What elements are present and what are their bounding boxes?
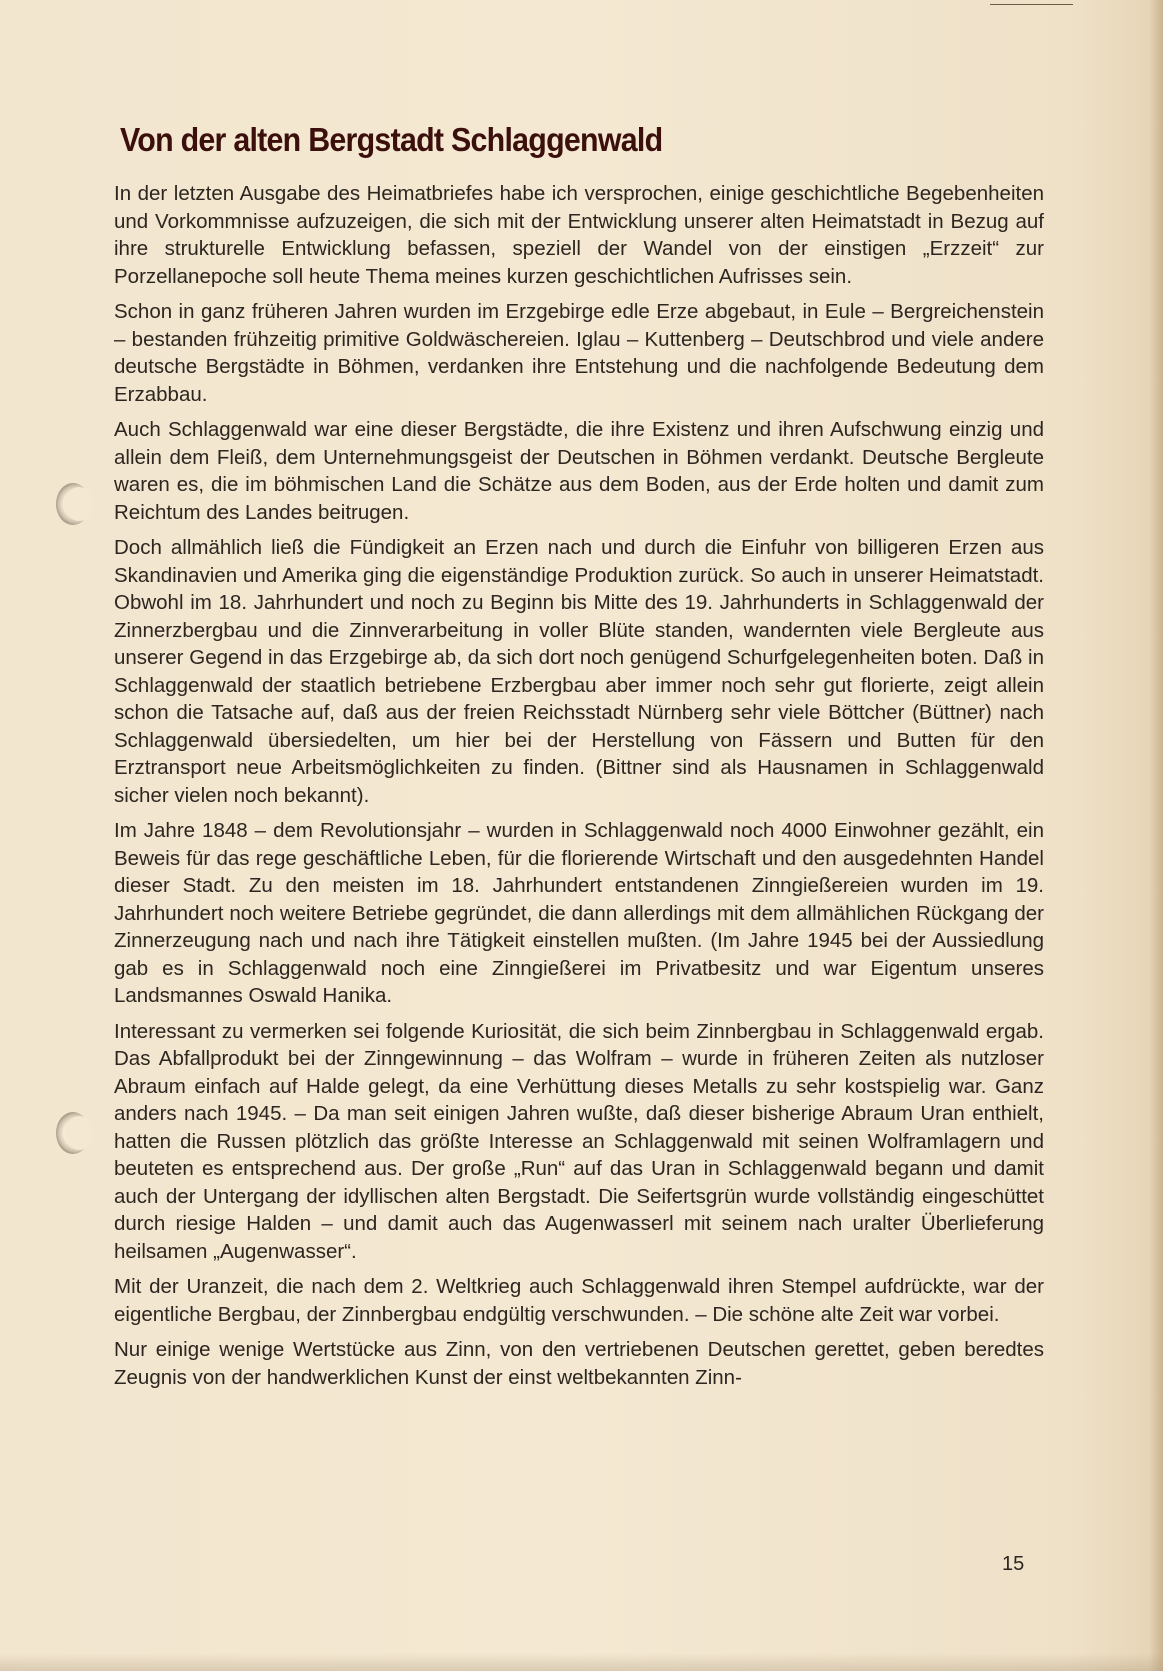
- paragraph: Nur einige wenige Wertstücke aus Zinn, von den vertriebenen Deutschen gerettet, geben beredtes Zeugnis von der handwerklichen Kunst der einst weltbekannten Zinn-: [114, 1338, 1044, 1389]
- paragraph: In der letzten Ausgabe des Heimatbriefes habe ich versprochen, einige geschichtliche Begebenheiten und Vorkommnisse aufzuzeigen, die sich mit der Entwicklung unserer alten Heimatstadt in Bezug auf ihre strukturelle Entwicklung befassen, speziell der Wandel von der einstigen „Erzzeit“ zur Porzellanepoche soll heute Thema meines kurzen geschichtlichen Aufrisses sein.: [114, 182, 1044, 288]
- punch-hole: [56, 1112, 90, 1154]
- top-rule: [990, 4, 1073, 5]
- article-body: [114, 180, 1044, 1399]
- paragraph: Mit der Uranzeit, die nach dem 2. Weltkrieg auch Schlaggenwald ihren Stempel aufdrückte, war der eigentliche Bergbau, der Zinnbergbau endgültig verschwunden. – Die schöne alte Zeit war vorbei.: [114, 1275, 1044, 1326]
- paragraph: Interessant zu vermerken sei folgende Kuriosität, die sich beim Zinnbergbau in Schlaggenwald ergab. Das Abfallprodukt bei der Zinngewinnung – das Wolfram – wurde in früheren Zeiten als nutzloser Abraum einfach auf Halde gelegt, da eine Verhüttung dieses Metalls zu sehr kostspielig war. Ganz anders nach 1945. – Da man seit einigen Jahren wußte, daß dieser bisherige Abraum Uran enthielt, hatten die Russen plötzlich das größte Interesse an Schlaggenwald mit seinen Wolframlagern und beuteten es entsprechend aus. Der große „Run“ auf das Uran in Schlaggenwald begann und damit auch der Untergang der idyllischen alten Bergstadt. Die Seifertsgrün wurde vollständig eingeschüttet durch riesige Halden – und damit auch das Augenwasserl mit seinem nach uralter Überlieferung heilsamen „Augenwasser“.: [114, 1019, 1044, 1263]
- page-edge-shadow: [1149, 0, 1163, 1671]
- paragraph: Im Jahre 1848 – dem Revolutionsjahr – wurden in Schlaggenwald noch 4000 Einwohner gezählt, ein Beweis für das rege geschäftliche Leben, für die florierende Wirtschaft und den ausgedehnten Handel dieser Stadt. Zu den meisten im 18. Jahrhundert entstandenen Zinngießereien wurden im 19. Jahrhundert noch weitere Betriebe gegründet, die dann allerdings mit dem allmählichen Rückgang der Zinnerzeugung nach und nach ihre Tätigkeit einstellen mußten. (Im Jahre 1945 bei der Aussiedlung gab es in Schlaggenwald noch eine Zinngießerei im Privatbesitz und war Eigentum unseres Landsmannes Oswald Hanika.: [114, 819, 1044, 1007]
- article-title: Von der alten Bergstadt Schlaggenwald: [120, 121, 663, 158]
- page-number: 15: [1002, 1553, 1025, 1575]
- page-bottom-shadow: [0, 1653, 1163, 1671]
- paragraph: Doch allmählich ließ die Fündigkeit an Erzen nach und durch die Einfuhr von billigeren Erzen aus Skandinavien und Amerika ging die eigenständige Produktion zurück. So auch in unserer Heimatstadt. Obwohl im 18. Jahrhundert und noch zu Beginn bis Mitte des 19. Jahrhunderts in Schlaggenwald der Zinnerzbergbau und die Zinnverarbeitung in voller Blüte standen, wandernten viele Bergleute aus unserer Gegend in das Erzgebirge ab, da sich dort noch genügend Schurfgelegenheiten boten. Daß in Schlaggenwald der staatlich betriebene Erzbergbau aber immer noch sehr gut florierte, zeigt allein schon die Tatsache auf, daß aus der freien Reichsstadt Nürnberg sehr viele Böttcher (Büttner) nach Schlaggenwald übersiedelten, um hier bei der Herstellung von Fässern und Butten für den Erztransport neue Arbeitsmöglichkeiten zu finden. (Bittner sind als Hausnamen in Schlaggenwald sicher vielen noch bekannt).: [114, 536, 1044, 807]
- paragraph: Schon in ganz früheren Jahren wurden im Erzgebirge edle Erze abgebaut, in Eule – Bergreichenstein – bestanden frühzeitig primitive Goldwäschereien. Iglau – Kuttenberg – Deutschbrod und viele andere deutsche Bergstädte in Böhmen, verdanken ihre Entstehung und die nachfolgende Bedeutung dem Erzabbau.: [114, 300, 1044, 406]
- punch-hole: [56, 483, 90, 525]
- paragraph: Auch Schlaggenwald war eine dieser Bergstädte, die ihre Existenz und ihren Aufschwung einzig und allein dem Fleiß, dem Unternehmungsgeist der Deutschen in Böhmen verdankt. Deutsche Bergleute waren es, die im böhmischen Land die Schätze aus dem Boden, aus der Erde holten und damit zum Reichtum des Landes beitrugen.: [114, 418, 1044, 524]
